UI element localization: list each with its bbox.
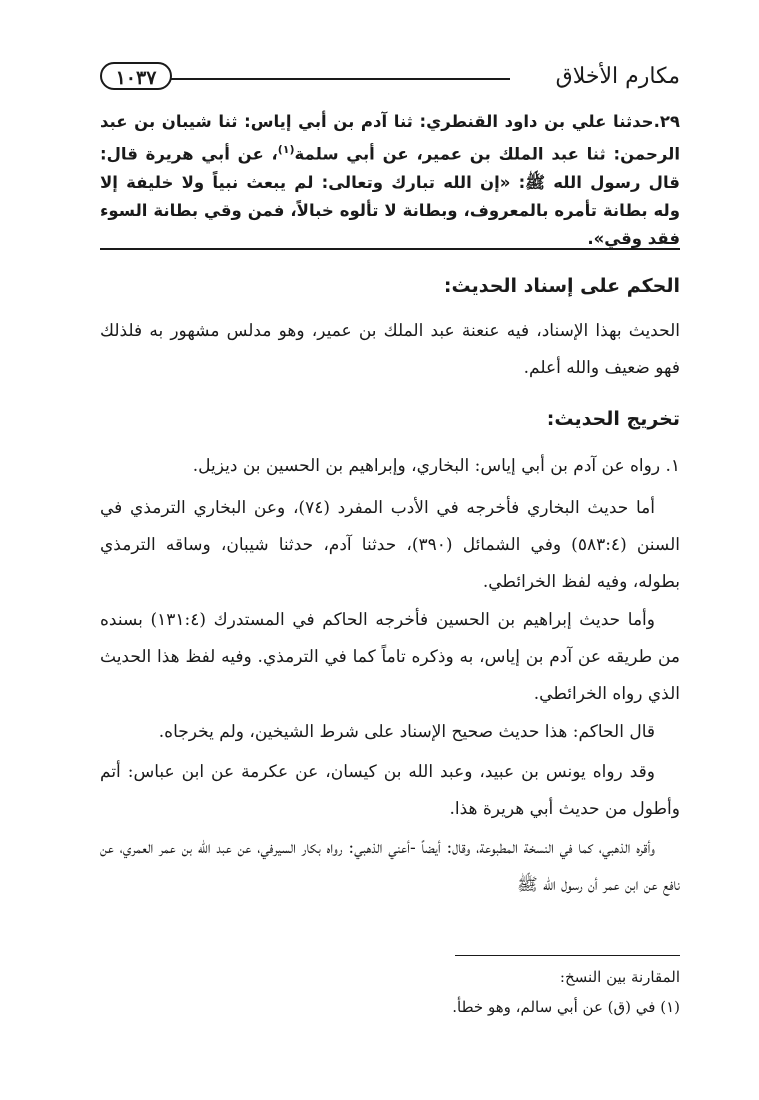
takhrij-paragraph: وأما حديث إبراهيم بن الحسين فأخرجه الحاكم في المستدرك (١٣١:٤) بسنده من طريقه عن آدم بن إياس، به وذكره تاماً كما في الترمذي. وفيه لفظ هذا الحديث الذي رواه الخرائطي. — [100, 610, 680, 704]
takhrij-paragraph: وأقره الذهبي، كما في النسخة المطبوعة، وقال: أيضاً -أعني الذهبي: رواه بكار السيرفي، عن عبد الله بن عمر العمري، عن نافع عن ابن عمر أن رسول الله ﷺ — [100, 838, 680, 895]
page-number: ١٠٣٧ — [100, 62, 172, 90]
hadith-divider — [100, 248, 680, 250]
takhrij-paragraph: وقد رواه يونس بن عبيد، وعبد الله بن كيسان، عن عكرمة عن ابن عباس: أتم وأطول من حديث أبي هريرة هذا. — [100, 762, 680, 819]
book-title: مكارم الأخلاق — [555, 64, 680, 89]
footnote-marker: (١) — [277, 143, 295, 156]
hadith-text-end: ، عن أبي هريرة قال: قال رسول الله ﷺ: «إن الله تبارك وتعالى: لم يبعث نبياً ولا خليفة إلا وله بطانة تأمره بالمعروف، وبطانة لا تألوه خبالاً، فمن وقي بطانة السوء فقد وقي». — [100, 144, 680, 248]
footnote-heading: المقارنة بين النسخ: — [559, 968, 680, 986]
footnote-item: (١) في (ق) عن أبي سالم، وهو خطأ. — [452, 998, 680, 1016]
takhrij-paragraph: قال الحاكم: هذا حديث صحيح الإسناد على شرط الشيخين، ولم يخرجاه. — [158, 722, 655, 742]
page-header — [100, 60, 680, 92]
ruling-heading: الحكم على إسناد الحديث: — [443, 275, 680, 297]
ruling-paragraph: الحديث بهذا الإسناد، فيه عنعنة عبد الملك بن عمير، وهو مدلس مشهور به فلذلك فهو ضعيف والله أعلم. — [100, 321, 680, 378]
takhrij-paragraph: ١. رواه عن آدم بن أبي إياس: البخاري، وإبراهيم بن الحسين بن ديزيل. — [192, 456, 680, 476]
hadith-text-start: ٢٩.حدثنا علي بن داود القنطري: ثنا آدم بن أبي إياس: ثنا شيبان بن عبد الرحمن: ثنا عبد الملك بن عمير، عن أبي سلمة — [100, 112, 680, 164]
takhrij-heading: تخريج الحديث: — [546, 408, 680, 430]
hadith-block — [100, 108, 680, 253]
footnote-divider — [455, 955, 680, 956]
takhrij-paragraph: أما حديث البخاري فأخرجه في الأدب المفرد (٧٤)، وعن البخاري الترمذي في السنن (٥٨٣:٤) وفي الشمائل (٣٩٠)، حدثنا آدم، حدثنا شيبان، وساقه الترمذي بطوله، وفيه لفظ الخرائطي. — [100, 498, 680, 592]
header-rule — [170, 78, 510, 80]
